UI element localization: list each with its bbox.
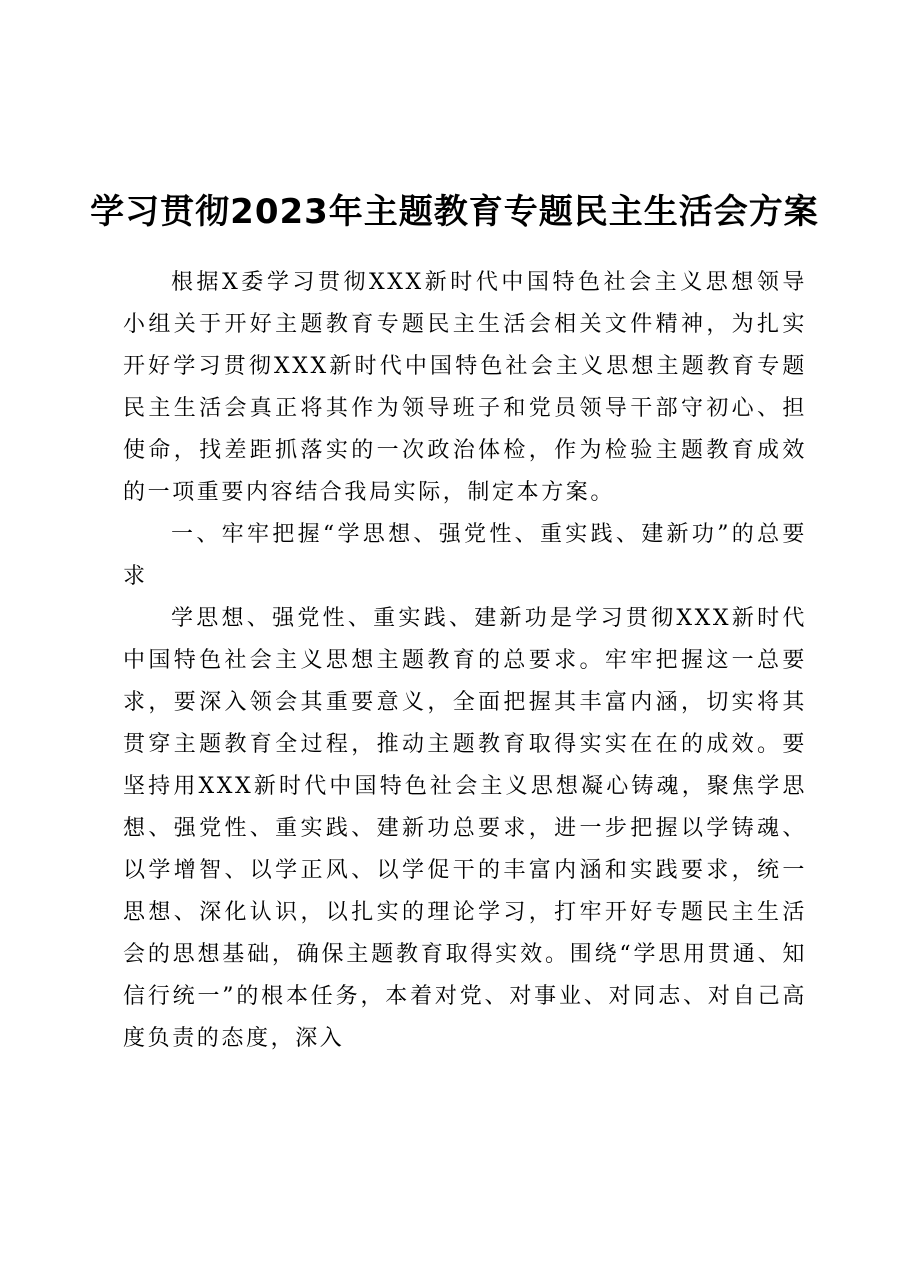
document-body — [123, 262, 807, 1060]
paragraph-section-1: 学思想、强党性、重实践、建新功是学习贯彻XXX新时代中国特色社会主义思想主题教育的总要求。牢牢把握这一总要求，要深入领会其重要意义，全面把握其丰富内涵，切实将其贯穿主题教育全过程，推动主题教育取得实实在在的成效。要坚持用XXX新时代中国特色社会主义思想凝心铸魂，聚焦学思想、强党性、重实践、建新功总要求，进一步把握以学铸魂、以学增智、以学正风、以学促干的丰富内涵和实践要求，统一思想、深化认识，以扎实的理论学习，打牢开好专题民主生活会的思想基础，确保主题教育取得实效。围绕“学思用贯通、知信行统一”的根本任务，本着对党、对事业、对同志、对自己高度负责的态度，深入 — [123, 606, 807, 1051]
paragraph-intro: 根据X委学习贯彻XXX新时代中国特色社会主义思想领导小组关于开好主题教育专题民主生活会相关文件精神，为扎实开好学习贯彻XXX新时代中国特色社会主义思想主题教育专题民主生活会真正将其作为领导班子和党员领导干部守初心、担使命，找差距抓落实的一次政治体检，作为检验主题教育成效的一项重要内容结合我局实际，制定本方案。 — [123, 270, 807, 505]
section-heading-1: 一、牢牢把握“学思想、强党性、重实践、建新功”的总要求 — [123, 522, 807, 589]
document-title: 学习贯彻2023年主题教育专题民主生活会方案 — [90, 192, 819, 232]
